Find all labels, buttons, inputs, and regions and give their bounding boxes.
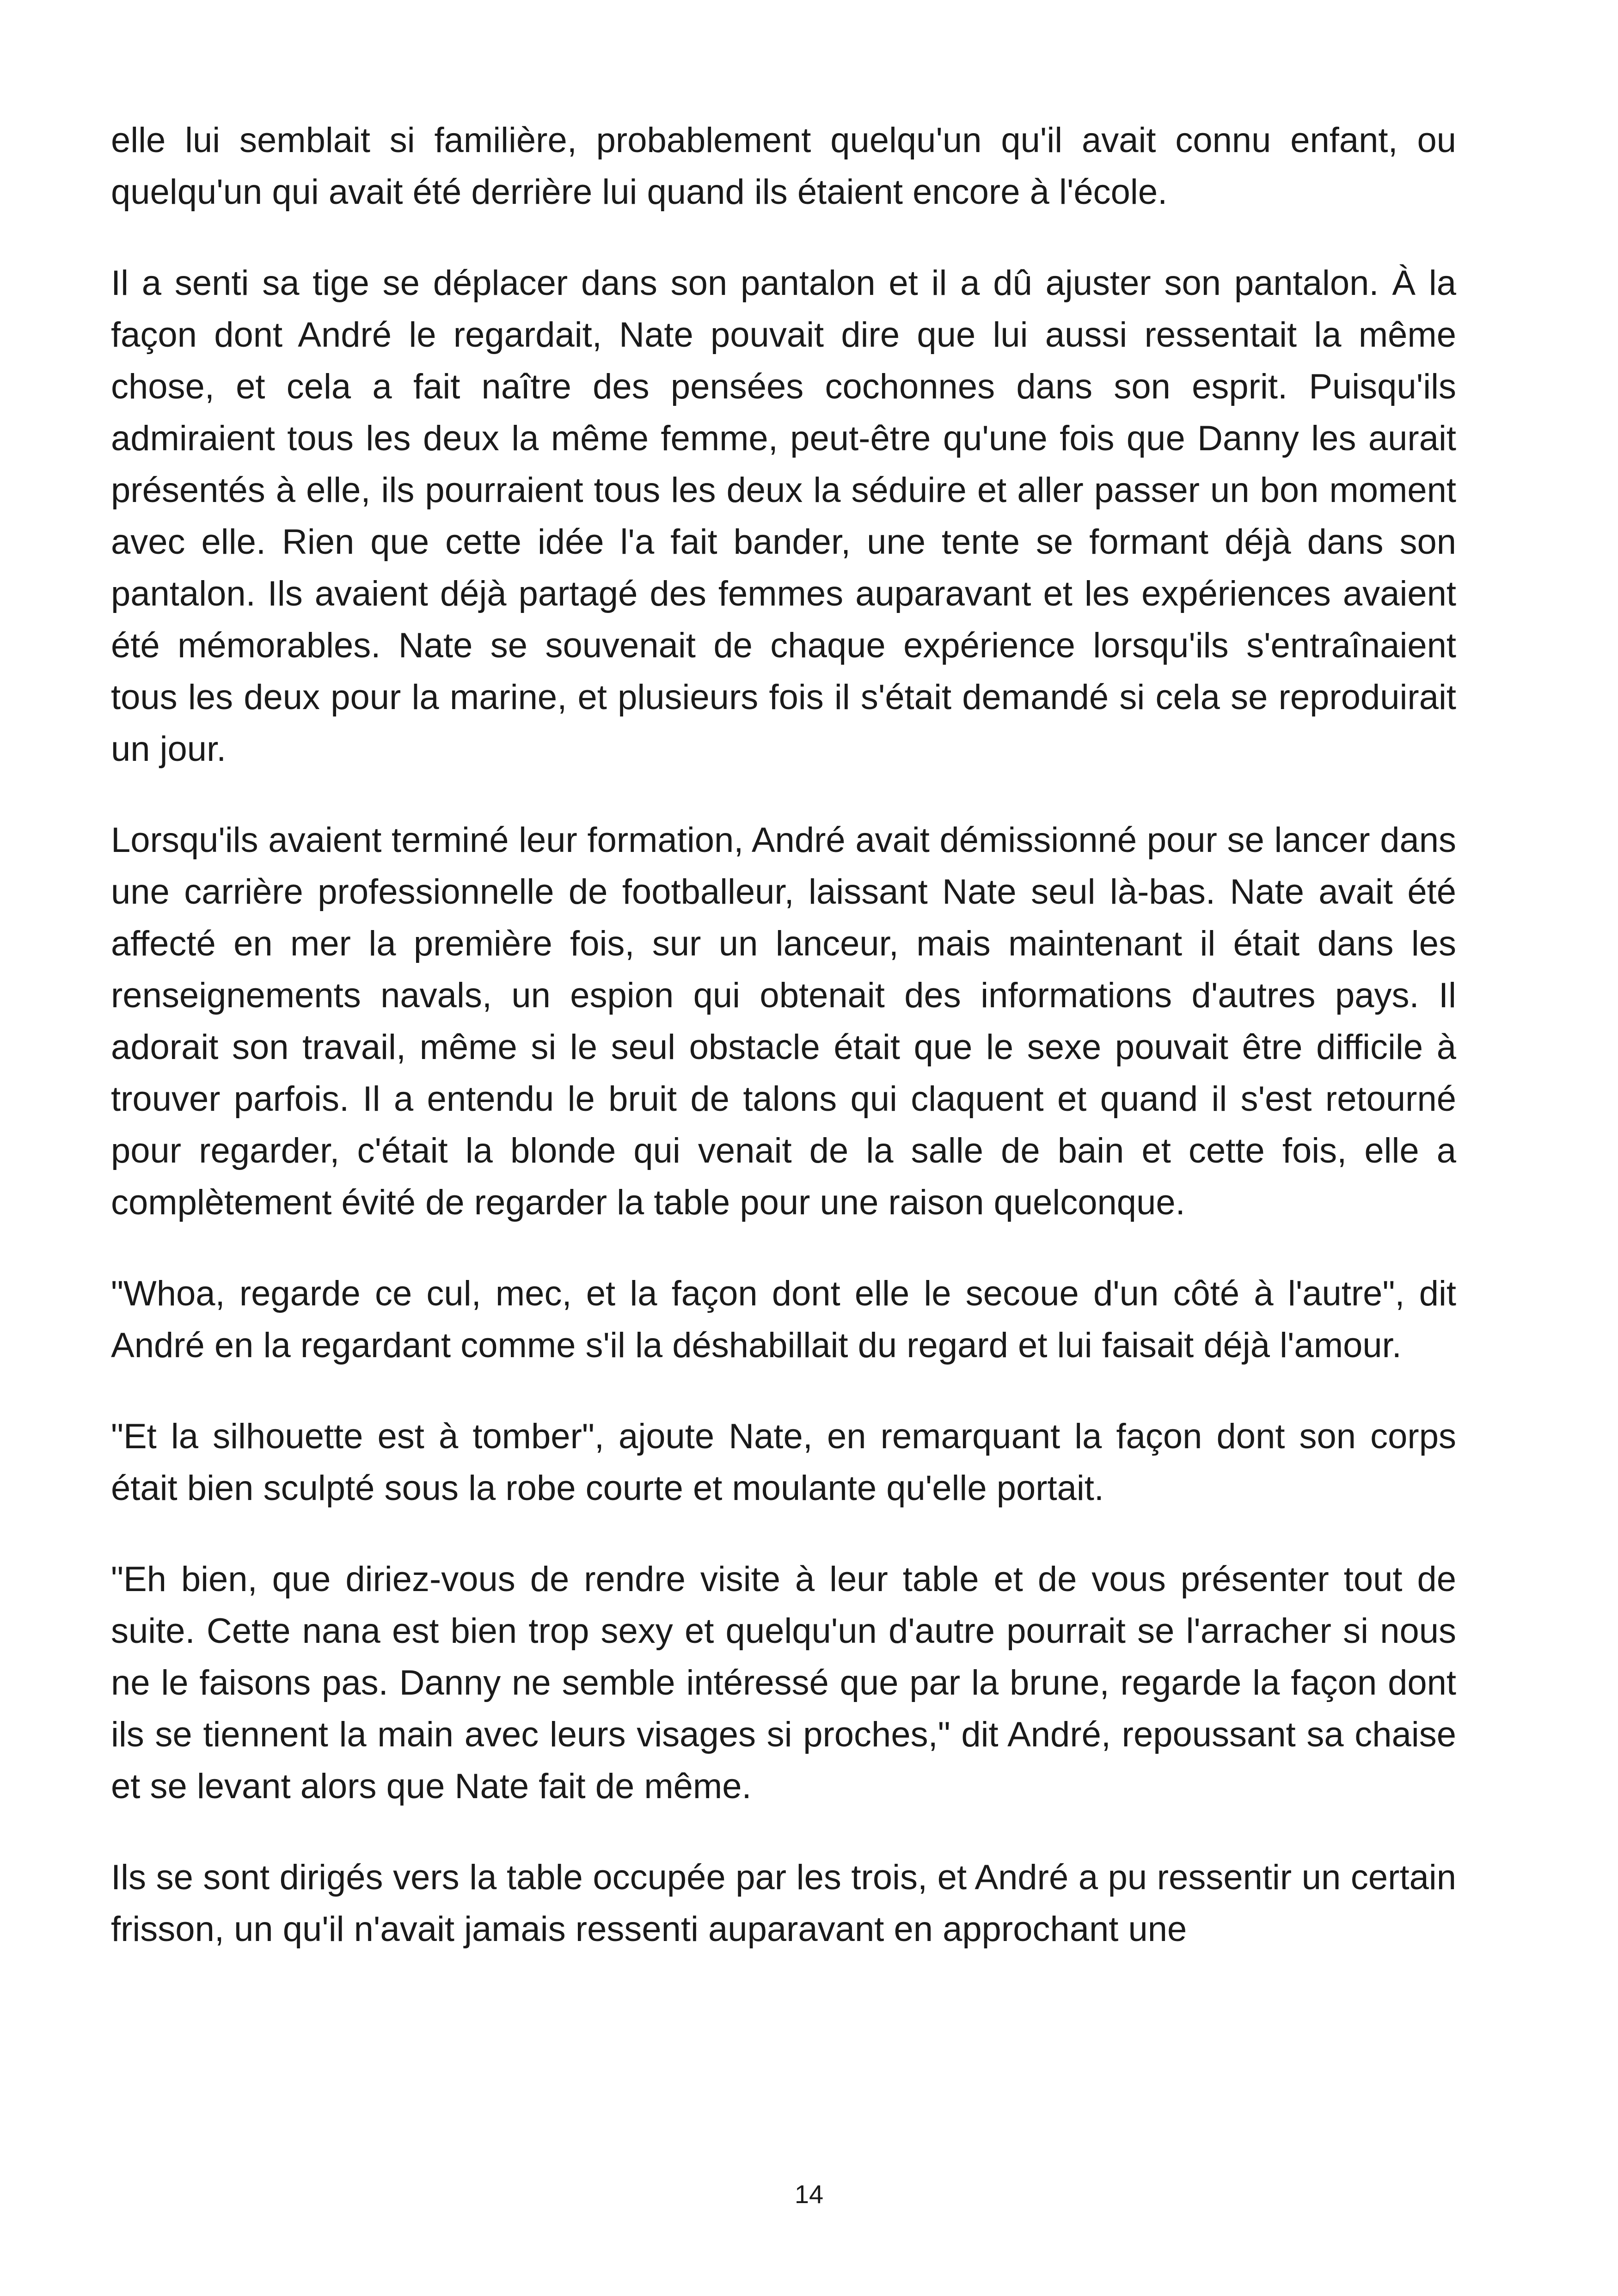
- paragraph-3: Lorsqu'ils avaient terminé leur formation, André avait démissionné pour se lancer dans une carrière professionnelle de footballeur, laissant Nate seul là-bas. Nate avait été affecté en mer la première fois, sur un lanceur, mais maintenant il était dans les renseignements navals, un espion qui obtenait des informations d'autres pays. Il adorait son travail, même si le seul obstacle était que le sexe pouvait être difficile à trouver parfois. Il a entendu le bruit de talons qui claquent et quand il s'est retourné pour regarder, c'était la blonde qui venait de la salle de bain et cette fois, elle a complètement évité de regarder la table pour une raison quelconque.: [111, 820, 1456, 1222]
- paragraph-6: "Eh bien, que diriez-vous de rendre visite à leur table et de vous présenter tout de suite. Cette nana est bien trop sexy et quelqu'un d'autre pourrait se l'arracher si nous ne le faisons pas. Danny ne semble intéressé que par la brune, regarde la façon dont ils se tiennent la main avec leurs visages si proches," dit André, repoussant sa chaise et se levant alors que Nate fait de même.: [111, 1560, 1456, 1806]
- paragraph-7: Ils se sont dirigés vers la table occupée par les trois, et André a pu ressentir un certain frisson, un qu'il n'avait jamais ressenti auparavant en approchant une: [111, 1858, 1456, 1949]
- paragraph-4: "Whoa, regarde ce cul, mec, et la façon dont elle le secoue d'un côté à l'autre", dit André en la regardant comme s'il la déshabillait du regard et lui faisait déjà l'amour.: [111, 1274, 1456, 1365]
- page-number: 14: [794, 2180, 824, 2209]
- paragraph-2: Il a senti sa tige se déplacer dans son pantalon et il a dû ajuster son pantalon. À la façon dont André le regardait, Nate pouvait dire que lui aussi ressentait la même chose, et cela a fait naître des pensées cochonnes dans son esprit. Puisqu'ils admiraient tous les deux la même femme, peut-être qu'une fois que Danny les aurait présentés à elle, ils pourraient tous les deux la séduire et aller passer un bon moment avec elle. Rien que cette idée l'a fait bander, une tente se formant déjà dans son pantalon. Ils avaient déjà partagé des femmes auparavant et les expériences avaient été mémorables. Nate se souvenait de chaque expérience lorsqu'ils s'entraînaient tous les deux pour la marine, et plusieurs fois il s'était demandé si cela se reproduirait un jour.: [111, 263, 1456, 769]
- paragraph-1: elle lui semblait si familière, probablement quelqu'un qu'il avait connu enfant, ou quelqu'un qui avait été derrière lui quand ils étaient encore à l'école.: [111, 121, 1456, 212]
- paragraph-5: "Et la silhouette est à tomber", ajoute Nate, en remarquant la façon dont son corps était bien sculpté sous la robe courte et moulante qu'elle portait.: [111, 1417, 1456, 1508]
- body-text: [111, 115, 1456, 1955]
